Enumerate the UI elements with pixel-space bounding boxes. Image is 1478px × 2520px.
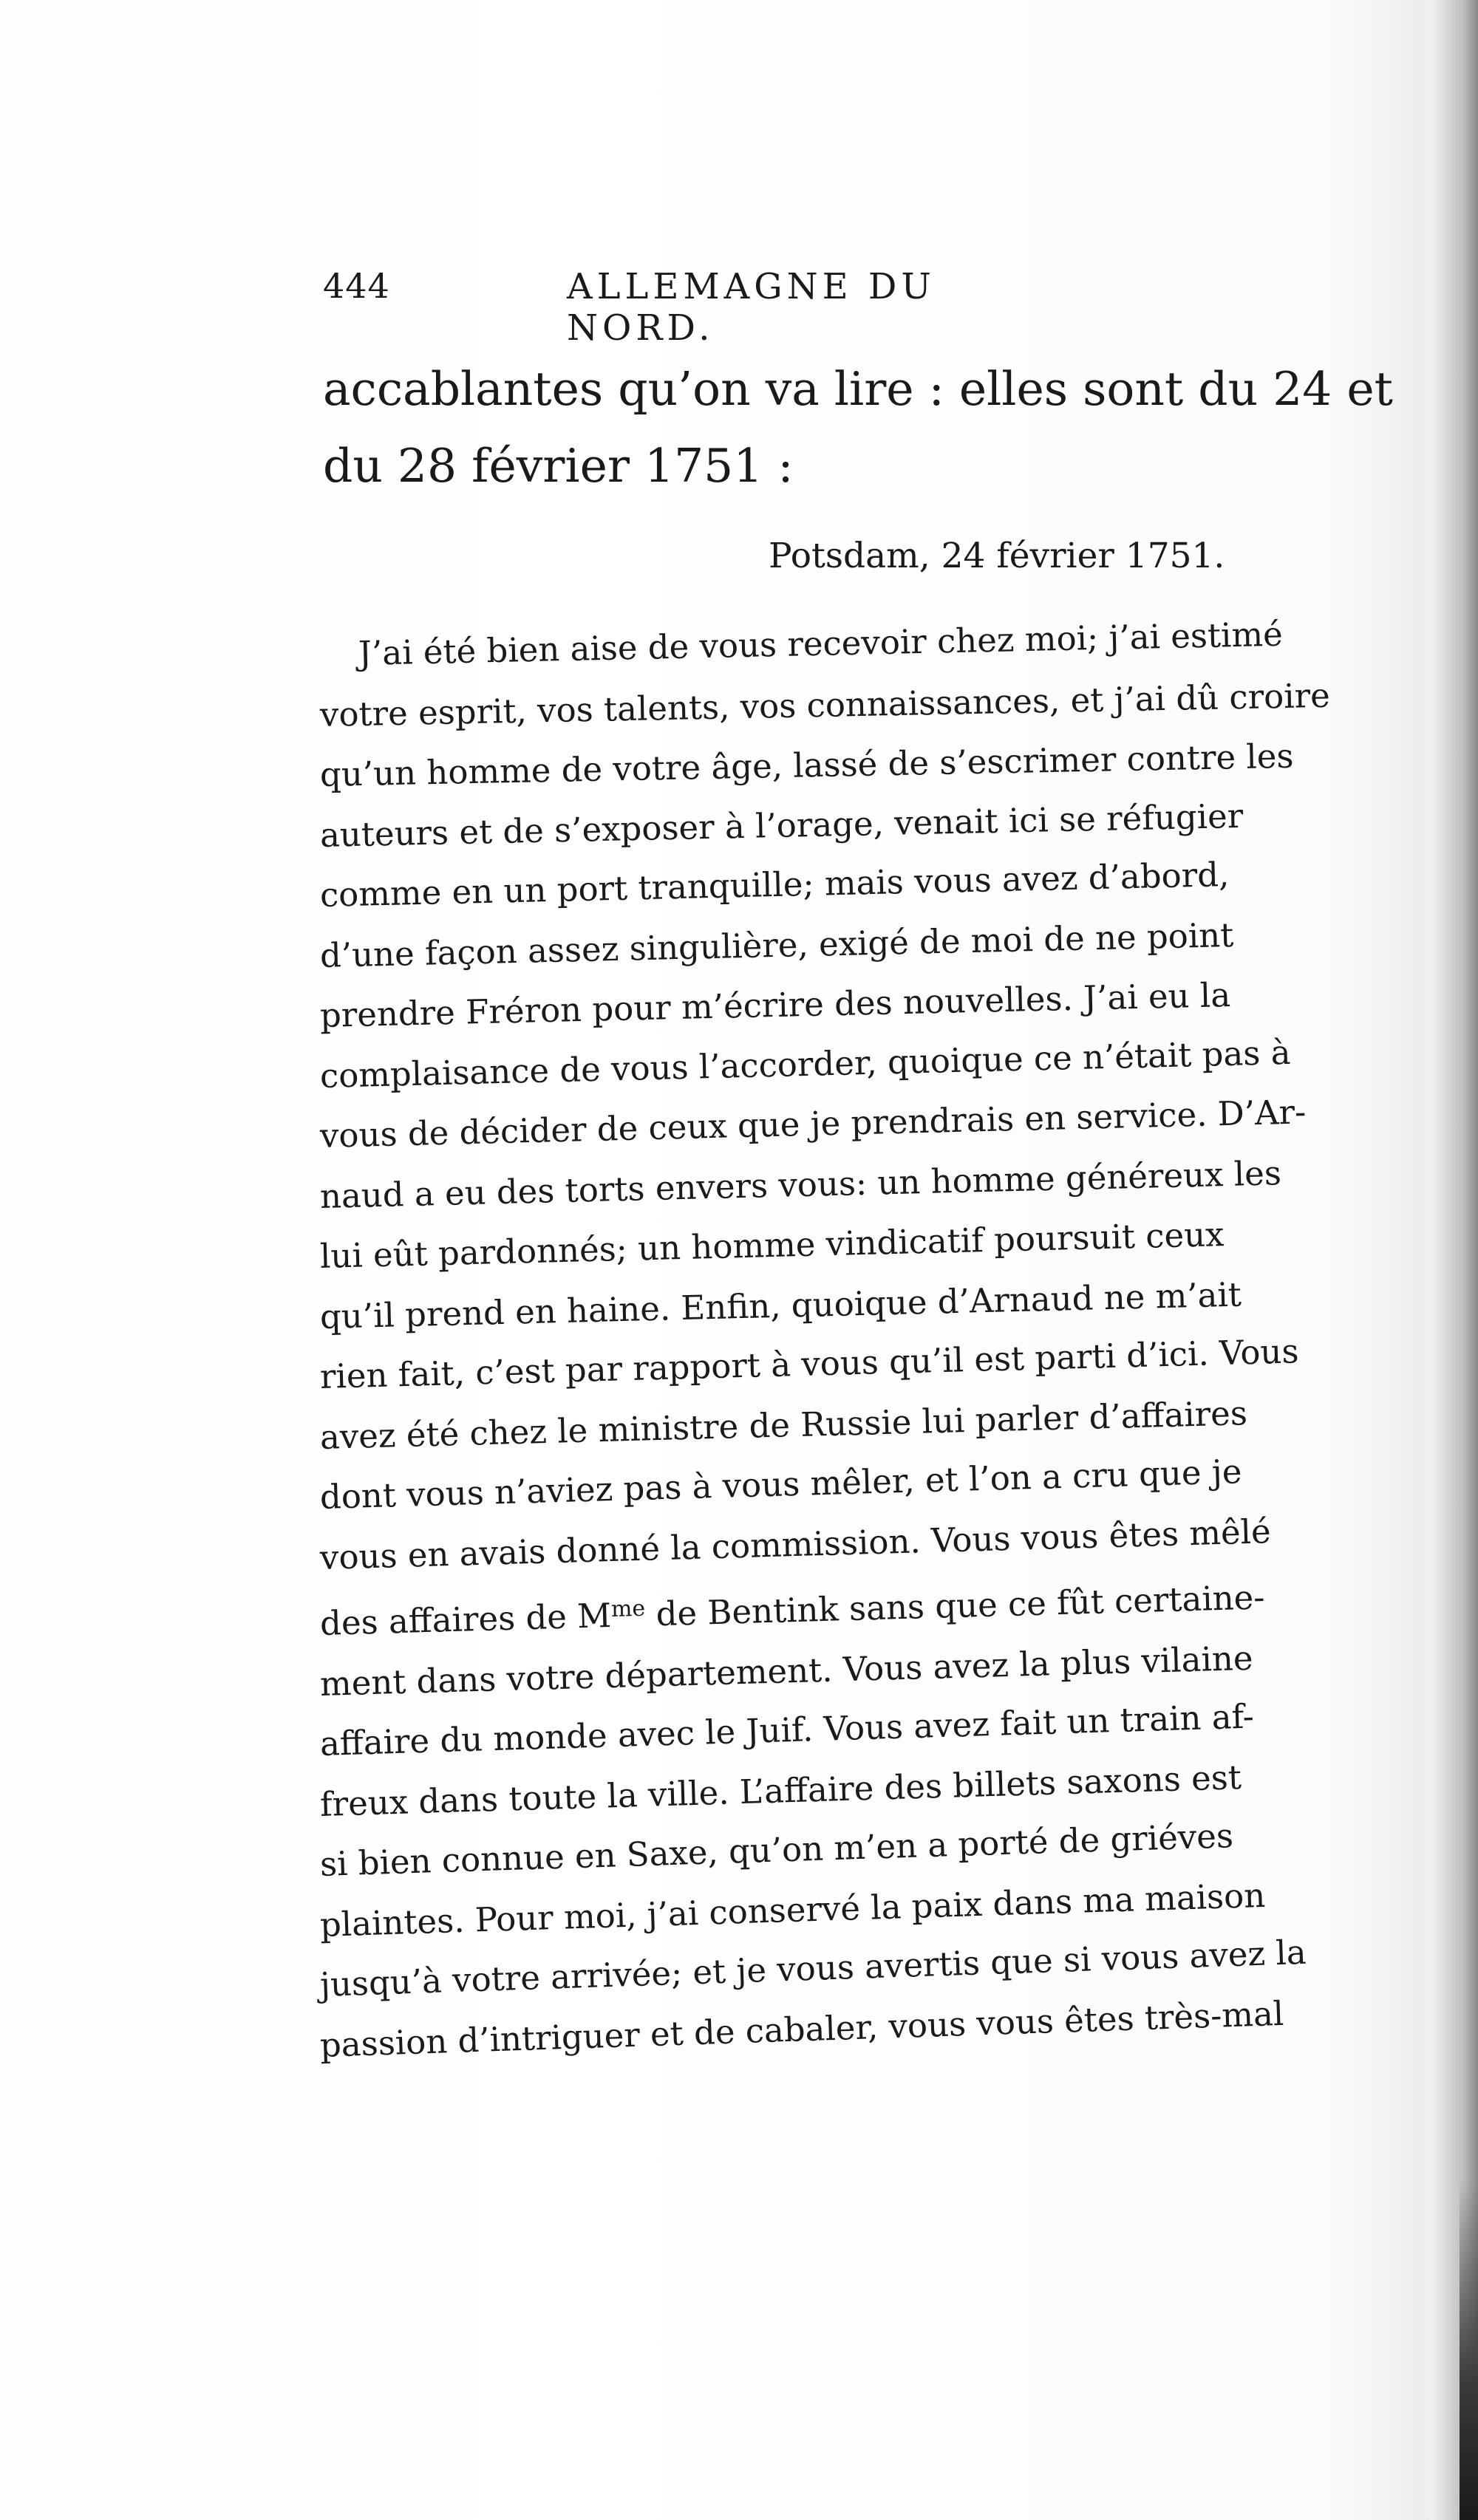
letter-line: affaire du monde avec le Juif. Vous avez fait un train af- bbox=[319, 1696, 1255, 1763]
letter-line: naud a eu des torts envers vous: un homme généreux les bbox=[319, 1153, 1282, 1216]
page-header bbox=[323, 266, 1062, 349]
letter-line: freux dans toute la ville. L’affaire des billets saxons est bbox=[319, 1757, 1242, 1824]
letter-line: J’ai été bien aise de vous recevoir chez moi; j’ai estimé bbox=[358, 614, 1284, 673]
letter-line: jusqu’à votre arrivée; et je vous avertis que si vous avez la bbox=[319, 1932, 1307, 2004]
letter-line: vous de décider de ceux que je prendrais en service. D’Ar- bbox=[319, 1092, 1307, 1155]
letter-line: prendre Fréron pour m’écrire des nouvelles. J’ai eu la bbox=[319, 975, 1231, 1035]
letter-line: lui eût pardonnés; un homme vindicatif poursuit ceux bbox=[319, 1215, 1225, 1276]
letter-line: plaintes. Pour moi, j’ai conservé la paix dans ma maison bbox=[319, 1875, 1266, 1944]
letter-line: passion d’intriguer et de cabaler, vous vous êtes très-mal bbox=[319, 1993, 1285, 2065]
letter-line: rien fait, c’est par rapport à vous qu’il est parti d’ici. Vous bbox=[319, 1331, 1300, 1396]
page-number: 444 bbox=[323, 266, 390, 306]
letter-line: auteurs et de s’exposer à l’orage, venait ici se réfugier bbox=[319, 796, 1244, 855]
letter-line: vous en avais donné la commission. Vous vous êtes mêlé bbox=[319, 1511, 1272, 1577]
letter-line: complaisance de vous l’accorder, quoique ce n’était pas à bbox=[319, 1032, 1292, 1096]
letter-line: comme en un port tranquille; mais vous avez d’abord, bbox=[319, 855, 1230, 915]
letter-line: qu’un homme de votre âge, lassé de s’escrimer contre les bbox=[319, 736, 1294, 794]
letter-line: dont vous n’aviez pas à vous mêler, et l’on a cru que je bbox=[319, 1452, 1243, 1517]
line16-prefix: des affaires de M bbox=[319, 1596, 612, 1643]
intro-line: accablantes qu’on va lire : elles sont du 24 et bbox=[323, 362, 1393, 416]
letter-body bbox=[319, 614, 1331, 2075]
line16-suffix: de Bentink sans que ce fût certaine- bbox=[644, 1577, 1266, 1634]
superscript-me: me bbox=[610, 1595, 646, 1622]
intro-paragraph bbox=[323, 351, 1393, 505]
letter-line: d’une façon assez singulière, exigé de moi de ne point bbox=[319, 915, 1234, 975]
page-edge-dark bbox=[1460, 2179, 1478, 2520]
letter-dateline: Potsdam, 24 février 1751. bbox=[769, 536, 1225, 576]
letter-line: avez été chez le ministre de Russie lui parler d’affaires bbox=[319, 1393, 1248, 1457]
intro-line: du 28 février 1751 : bbox=[323, 439, 794, 493]
letter-line: si bien connue en Saxe, qu’on m’en a porté de griéves bbox=[319, 1816, 1234, 1884]
letter-line: votre esprit, vos talents, vos connaissances, et j’ai dû croire bbox=[319, 675, 1331, 734]
letter-line: ment dans votre département. Vous avez la plus vilaine bbox=[319, 1638, 1254, 1704]
letter-line: qu’il prend en haine. Enfin, quoique d’Arnaud ne m’ait bbox=[319, 1274, 1242, 1336]
running-head: ALLEMAGNE DU NORD. bbox=[567, 266, 936, 349]
page-edge-shadow bbox=[1430, 0, 1478, 2520]
